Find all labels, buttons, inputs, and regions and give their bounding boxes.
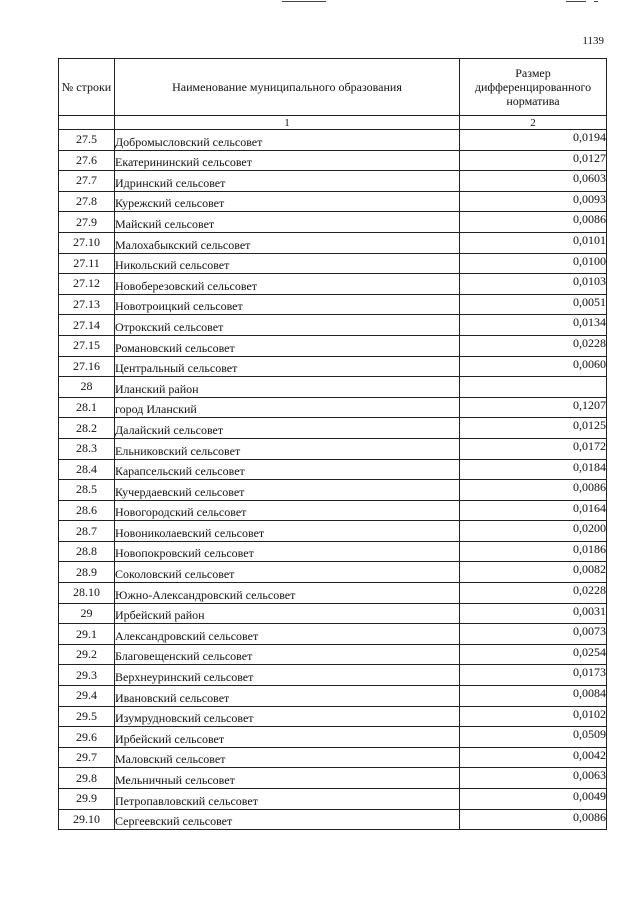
municipality-name: Благовещенский сельсовет	[115, 644, 460, 665]
table-row	[59, 706, 607, 727]
normative-value: 0,0060	[460, 356, 607, 377]
municipality-name: Ирбейский сельсовет	[115, 727, 460, 748]
normative-value: 0,0200	[460, 521, 607, 542]
normative-value: 0,0042	[460, 747, 607, 768]
table-row	[59, 789, 607, 810]
normative-value: 0,0603	[460, 171, 607, 192]
row-number: 29.10	[59, 809, 115, 830]
normative-value: 0,0134	[460, 315, 607, 336]
header-value: Размер дифференцированного норматива	[460, 59, 607, 116]
municipality-name: Добромысловский сельсовет	[115, 130, 460, 151]
column-index-row	[59, 116, 607, 130]
municipality-name: Идринский сельсовет	[115, 171, 460, 192]
municipality-name: Романовский сельсовет	[115, 335, 460, 356]
table-row	[59, 315, 607, 336]
normative-value: 0,0184	[460, 459, 607, 480]
table-row	[59, 150, 607, 171]
municipality-name: Отрокский сельсовет	[115, 315, 460, 336]
table-row	[59, 438, 607, 459]
table-row	[59, 809, 607, 830]
municipality-name: Верхнеуринский сельсовет	[115, 665, 460, 686]
header-name: Наименование муниципального образования	[115, 59, 460, 116]
table-row	[59, 459, 607, 480]
normative-value: 0,0173	[460, 665, 607, 686]
table-row	[59, 294, 607, 315]
table-row	[59, 500, 607, 521]
table-row	[59, 644, 607, 665]
normative-value: 0,0086	[460, 480, 607, 501]
table-row	[59, 191, 607, 212]
scan-artifact-line	[282, 1, 326, 2]
row-number: 29.5	[59, 706, 115, 727]
municipality-name: Сергеевский сельсовет	[115, 809, 460, 830]
row-number: 29.7	[59, 747, 115, 768]
table-row	[59, 562, 607, 583]
municipality-name: Соколовский сельсовет	[115, 562, 460, 583]
normative-value: 0,0164	[460, 500, 607, 521]
municipality-name: Изумрудновский сельсовет	[115, 706, 460, 727]
row-number: 27.12	[59, 274, 115, 295]
normative-value: 0,0127	[460, 150, 607, 171]
table-row	[59, 603, 607, 624]
row-number: 27.11	[59, 253, 115, 274]
normative-value: 0,0125	[460, 418, 607, 439]
header-row	[59, 59, 607, 116]
row-number: 27.7	[59, 171, 115, 192]
row-number: 29.2	[59, 644, 115, 665]
table-row	[59, 583, 607, 604]
row-number: 28.8	[59, 541, 115, 562]
table-row	[59, 747, 607, 768]
column-index-2: 2	[460, 116, 607, 130]
municipality-name: Новогородский сельсовет	[115, 500, 460, 521]
row-number: 28.3	[59, 438, 115, 459]
row-number: 27.9	[59, 212, 115, 233]
page-number: 1139	[582, 35, 604, 47]
row-number: 27.13	[59, 294, 115, 315]
municipality-name: Никольский сельсовет	[115, 253, 460, 274]
row-number: 28.7	[59, 521, 115, 542]
normative-value: 0,0082	[460, 562, 607, 583]
normative-value: 0,0073	[460, 624, 607, 645]
municipality-name: Новоберезовский сельсовет	[115, 274, 460, 295]
row-number: 29	[59, 603, 115, 624]
normative-value: 0,0172	[460, 438, 607, 459]
municipality-name: Карапсельский сельсовет	[115, 459, 460, 480]
normative-value: 0,0031	[460, 603, 607, 624]
row-number: 29.9	[59, 789, 115, 810]
table-row	[59, 232, 607, 253]
row-number: 28	[59, 377, 115, 398]
row-number: 29.3	[59, 665, 115, 686]
municipality-name: Александровский сельсовет	[115, 624, 460, 645]
municipality-name: Новониколаевский сельсовет	[115, 521, 460, 542]
municipality-name: город Иланский	[115, 397, 460, 418]
scan-artifact-line	[566, 1, 586, 2]
municipality-name: Новопокровский сельсовет	[115, 541, 460, 562]
table-row	[59, 727, 607, 748]
row-number: 28.4	[59, 459, 115, 480]
scan-artifact-line	[594, 1, 598, 2]
municipality-name: Малохабыкский сельсовет	[115, 232, 460, 253]
normative-value: 0,0100	[460, 253, 607, 274]
normative-value: 0,0049	[460, 789, 607, 810]
normative-value: 0,0103	[460, 274, 607, 295]
normative-value: 0,0093	[460, 191, 607, 212]
municipality-name: Мельничный сельсовет	[115, 768, 460, 789]
table-row	[59, 212, 607, 233]
row-number: 28.5	[59, 480, 115, 501]
table-row	[59, 480, 607, 501]
table-row	[59, 356, 607, 377]
municipality-name: Ельниковский сельсовет	[115, 438, 460, 459]
municipality-name: Центральный сельсовет	[115, 356, 460, 377]
header-row-number: № строки	[59, 59, 115, 116]
row-number: 27.6	[59, 150, 115, 171]
normative-value: 0,0084	[460, 686, 607, 707]
municipality-name: Иланский район	[115, 377, 460, 398]
column-index-empty	[59, 116, 115, 130]
table-row	[59, 521, 607, 542]
table-body	[59, 130, 607, 830]
table-row	[59, 768, 607, 789]
normative-value: 0,0063	[460, 768, 607, 789]
table-row	[59, 541, 607, 562]
table-row	[59, 418, 607, 439]
column-index-1: 1	[115, 116, 460, 130]
municipality-name: Ирбейский район	[115, 603, 460, 624]
table-row	[59, 665, 607, 686]
normative-value: 0,1207	[460, 397, 607, 418]
normative-value: 0,0086	[460, 809, 607, 830]
normative-value: 0,0051	[460, 294, 607, 315]
row-number: 28.9	[59, 562, 115, 583]
municipality-name: Майский сельсовет	[115, 212, 460, 233]
normative-value: 0,0086	[460, 212, 607, 233]
row-number: 28.10	[59, 583, 115, 604]
table-row	[59, 130, 607, 151]
normative-value: 0,0254	[460, 644, 607, 665]
normative-value: 0,0194	[460, 130, 607, 151]
municipality-name: Ивановский сельсовет	[115, 686, 460, 707]
row-number: 27.5	[59, 130, 115, 151]
table-row	[59, 686, 607, 707]
municipality-name: Екатерининский сельсовет	[115, 150, 460, 171]
normative-value: 0,0102	[460, 706, 607, 727]
normative-table	[58, 58, 607, 830]
normative-value: 0,0509	[460, 727, 607, 748]
row-number: 27.8	[59, 191, 115, 212]
normative-value: 0,0101	[460, 232, 607, 253]
row-number: 28.2	[59, 418, 115, 439]
normative-value	[460, 377, 607, 398]
table-row	[59, 335, 607, 356]
normative-value: 0,0186	[460, 541, 607, 562]
municipality-name: Петропавловский сельсовет	[115, 789, 460, 810]
municipality-name: Кучердаевский сельсовет	[115, 480, 460, 501]
municipality-name: Маловский сельсовет	[115, 747, 460, 768]
municipality-name: Южно-Александровский сельсовет	[115, 583, 460, 604]
table-row	[59, 397, 607, 418]
row-number: 27.16	[59, 356, 115, 377]
municipality-name: Новотроицкий сельсовет	[115, 294, 460, 315]
table-row	[59, 274, 607, 295]
table-row	[59, 253, 607, 274]
municipality-name: Далайский сельсовет	[115, 418, 460, 439]
table-row	[59, 171, 607, 192]
row-number: 29.4	[59, 686, 115, 707]
row-number: 29.8	[59, 768, 115, 789]
municipality-name: Курежский сельсовет	[115, 191, 460, 212]
table-row	[59, 377, 607, 398]
row-number: 28.6	[59, 500, 115, 521]
row-number: 27.14	[59, 315, 115, 336]
row-number: 27.10	[59, 232, 115, 253]
row-number: 29.6	[59, 727, 115, 748]
row-number: 29.1	[59, 624, 115, 645]
table-row	[59, 624, 607, 645]
normative-value: 0,0228	[460, 335, 607, 356]
row-number: 27.15	[59, 335, 115, 356]
row-number: 28.1	[59, 397, 115, 418]
normative-value: 0,0228	[460, 583, 607, 604]
